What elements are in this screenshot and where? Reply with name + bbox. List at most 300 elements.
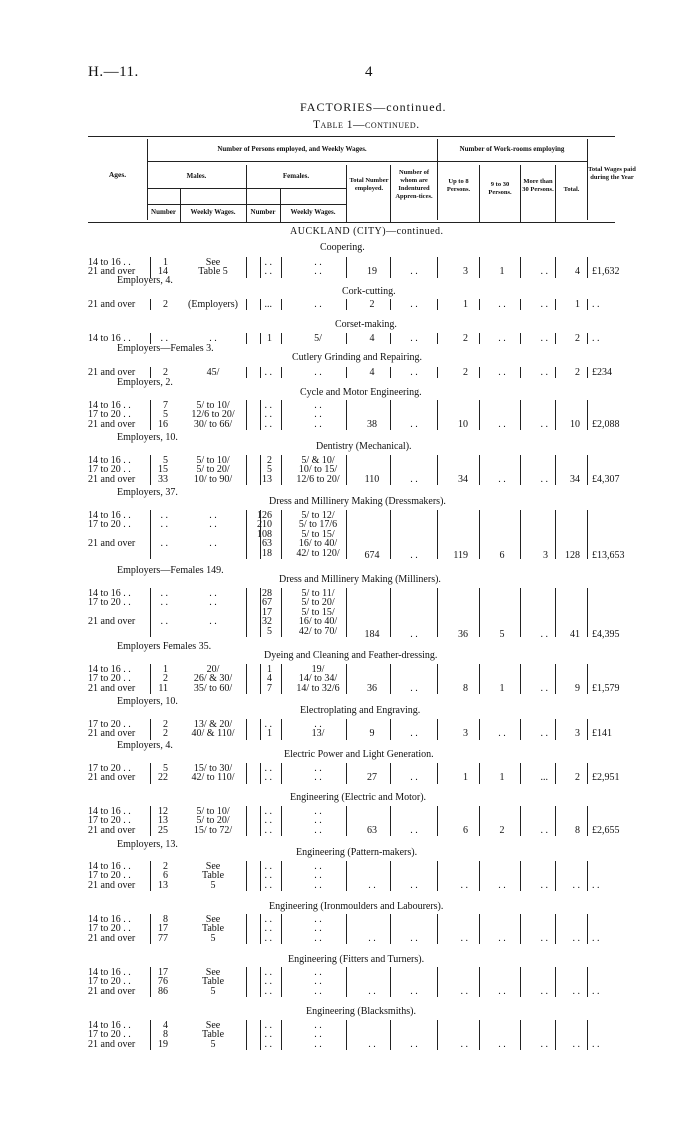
section-title-dress_dm: Dress and Millinery Making (Dressmakers). [269, 496, 446, 507]
row-female-number: 5 [267, 464, 272, 476]
col-sep-female-number [280, 188, 281, 222]
row-female-number: 67 [262, 597, 272, 609]
row-more-than-30: . . [540, 1038, 548, 1050]
row-rule [479, 914, 480, 944]
row-more-than-30: ... [540, 772, 548, 784]
row-rule [281, 914, 282, 944]
row-up-to-8: 1 [463, 299, 468, 310]
row-age: 21 and over [88, 266, 136, 278]
row-female-wages: 16/ to 40/ [298, 538, 338, 550]
row-more-than-30: . . [540, 728, 548, 740]
row-female-wages: 42/ to 70/ [298, 625, 338, 637]
employers-note-dyeing: Employers, 10. [117, 696, 178, 707]
row-total-employed: 110 [364, 473, 380, 485]
section-title-eng_fitters: Engineering (Fitters and Turners). [288, 954, 425, 965]
row-total-wages: . . [592, 985, 600, 997]
row-female-wages: . . [314, 266, 322, 278]
row-male-number: 13 [158, 879, 168, 891]
row-female-number: 17 [262, 606, 272, 618]
row-total-wages: . . [592, 333, 600, 344]
row-male-number: 2 [163, 861, 168, 872]
row-female-number: 1 [267, 333, 272, 344]
row-rule [587, 806, 588, 836]
row-female-wages: 12/6 to 20/ [296, 473, 340, 485]
row-male-number: 17 [158, 967, 168, 978]
row-up-to-8: . . [460, 985, 468, 997]
row-female-number: . . [264, 418, 272, 430]
row-male-wages: 30/ to 66/ [193, 418, 233, 430]
row-male-wages: Table [201, 923, 225, 935]
row-male-wages: 45/ [206, 367, 220, 378]
row-female-number: . . [264, 1020, 272, 1031]
row-age: 14 to 16 . . [88, 257, 131, 268]
section-title-eng_electric: Engineering (Electric and Motor). [290, 792, 427, 803]
row-male-wages: See [205, 914, 221, 925]
row-male-number: 16 [158, 418, 168, 430]
row-female-number: 32 [262, 616, 272, 628]
employers-note-eng_electric: Employers, 13. [117, 839, 178, 850]
section-title-cutlery: Cutlery Grinding and Repairing. [292, 352, 422, 363]
row-rule [587, 861, 588, 891]
row-total-employed: 63 [367, 824, 377, 836]
row-total-wages: . . [592, 879, 600, 891]
row-total-wages: £2,655 [592, 824, 620, 836]
row-up-to-8: 2 [463, 333, 468, 344]
row-age: 17 to 20 . . [88, 870, 131, 882]
group-indentured: . . [410, 629, 418, 640]
row-male-number: 2 [163, 719, 168, 730]
row-total-employed: . . [368, 879, 376, 891]
row-total-wages: £2,951 [592, 772, 620, 784]
row-female-number: . . [264, 976, 272, 988]
row-female-number: 1 [267, 728, 272, 740]
row-female-wages: . . [314, 879, 322, 891]
row-indentured: . . [410, 266, 418, 278]
row-male-number: 2 [163, 673, 168, 685]
row-total-wages: £2,088 [592, 418, 620, 430]
row-up-to-8: 2 [463, 367, 468, 378]
row-male-number: 1 [163, 257, 168, 268]
row-age: 21 and over [88, 682, 136, 694]
row-female-wages: 14/ to 32/6 [296, 682, 340, 694]
header-female-number: Number [250, 208, 276, 216]
section-title-dyeing: Dyeing and Cleaning and Feather-dressing. [264, 650, 438, 661]
header-up-to-8: Up to 8 Persons. [446, 178, 471, 193]
row-age: 17 to 20 . . [88, 597, 131, 609]
employers-note-cutlery: Employers, 2. [117, 377, 173, 388]
row-age: 17 to 20 . . [88, 519, 131, 531]
row-female-number: 7 [267, 682, 272, 694]
row-female-number: 2 [267, 455, 272, 466]
row-female-number: ... [264, 299, 272, 310]
row-age: 17 to 20 . . [88, 719, 131, 730]
row-rule [587, 664, 588, 694]
row-rule [587, 455, 588, 485]
row-female-wages: . . [314, 1020, 322, 1031]
section-title-coopering: Coopering. [320, 242, 365, 253]
row-female-number: . . [264, 719, 272, 730]
row-9-to-30: 1 [499, 772, 505, 784]
row-male-wages: 10/ to 90/ [193, 473, 233, 485]
row-rule [587, 333, 588, 344]
row-rule [479, 861, 480, 891]
row-female-wages: . . [314, 772, 322, 784]
section-title-cycle: Cycle and Motor Engineering. [300, 387, 422, 398]
row-female-number: . . [264, 861, 272, 872]
row-total-employed: 36 [367, 682, 377, 694]
row-indentured: . . [410, 682, 418, 694]
row-indentured: . . [410, 824, 418, 836]
row-age: 14 to 16 . . [88, 333, 131, 344]
row-male-number: 6 [163, 870, 168, 882]
row-male-number: 25 [158, 824, 168, 836]
row-total-wages: £1,632 [592, 266, 620, 278]
row-indentured: . . [410, 299, 418, 310]
row-total-employed: 19 [367, 266, 377, 278]
section-title-electroplating: Electroplating and Engraving. [300, 705, 421, 716]
row-male-wages: . . [209, 588, 217, 599]
row-male-wages: Table [201, 870, 225, 882]
header-workrooms-total: Total. [563, 186, 580, 193]
table-subtitle: Table 1—continued. [313, 119, 420, 131]
row-female-wages: . . [314, 923, 322, 935]
row-age: 17 to 20 . . [88, 673, 131, 685]
row-male-wages: . . [209, 538, 217, 550]
row-female-wages: . . [314, 299, 322, 310]
row-female-number: 1 [267, 664, 272, 675]
header-persons-group: Number of Persons employed, and Weekly Wages. [217, 145, 367, 153]
row-male-number: 2 [163, 728, 168, 740]
row-rule [479, 367, 480, 378]
header-males: Males. [186, 172, 207, 180]
row-age: 21 and over [88, 824, 136, 836]
row-rule [479, 455, 480, 485]
row-female-wages: . . [314, 976, 322, 988]
row-rule [479, 967, 480, 997]
row-indentured: . . [410, 728, 418, 740]
row-9-to-30: . . [498, 473, 506, 485]
row-9-to-30: . . [498, 299, 506, 310]
document-title [300, 100, 447, 115]
group-workrooms-total: 41 [570, 629, 580, 640]
row-female-number: . . [264, 1029, 272, 1041]
row-workrooms-total: . . [572, 879, 580, 891]
row-male-number: 14 [158, 266, 168, 278]
row-rule [587, 967, 588, 997]
row-total-wages: £234 [592, 367, 612, 378]
row-rule [281, 367, 282, 378]
header-male-wages: Weekly Wages. [190, 208, 236, 216]
row-female-wages: . . [314, 824, 322, 836]
row-total-wages: . . [592, 932, 600, 944]
row-total-employed: 4 [369, 367, 375, 378]
row-female-wages: 5/ & 10/ [301, 455, 335, 466]
row-male-number: 13 [158, 815, 168, 827]
row-rule [587, 719, 588, 740]
row-male-number: 8 [163, 914, 168, 925]
row-age: 21 and over [88, 299, 136, 310]
header-male-number: Number [151, 208, 176, 216]
row-male-wages: 15/ to 72/ [193, 824, 233, 836]
group-9-to-30: 6 [499, 550, 505, 561]
row-male-wages: 5/ to 20/ [196, 815, 230, 827]
row-age: 17 to 20 . . [88, 815, 131, 827]
row-female-number: . . [264, 367, 272, 378]
row-male-wages: 5 [210, 879, 216, 891]
row-female-number: . . [264, 932, 272, 944]
row-up-to-8: 3 [463, 266, 468, 278]
row-total-wages: . . [592, 1038, 600, 1050]
row-more-than-30: . . [540, 473, 548, 485]
row-9-to-30: . . [498, 879, 506, 891]
row-workrooms-total: . . [572, 985, 580, 997]
row-female-wages: 14/ to 34/ [298, 673, 338, 685]
row-female-wages: 19/ [311, 664, 325, 675]
row-up-to-8: . . [460, 1038, 468, 1050]
row-female-wages: . . [314, 367, 322, 378]
row-rule [281, 333, 282, 344]
row-male-number: . . [160, 538, 168, 550]
row-female-wages: . . [314, 418, 322, 430]
row-more-than-30: . . [540, 682, 548, 694]
row-male-number: 15 [158, 464, 168, 476]
row-rule [479, 510, 480, 559]
row-male-number: . . [160, 597, 168, 609]
row-age: 17 to 20 . . [88, 923, 131, 935]
row-more-than-30: . . [540, 932, 548, 944]
group-up-to-8: 36 [458, 629, 468, 640]
row-workrooms-total: 2 [575, 772, 580, 784]
row-male-number: 77 [158, 932, 168, 944]
row-male-number: 5 [163, 455, 168, 466]
row-male-wages: . . [209, 616, 217, 628]
row-rule [587, 588, 588, 637]
row-female-number: . . [264, 914, 272, 925]
row-male-number: 11 [158, 682, 168, 694]
row-up-to-8: 34 [458, 473, 468, 485]
row-male-wages: 40/ & 110/ [191, 728, 235, 740]
row-age: 21 and over [88, 728, 136, 740]
sex-rule [147, 188, 347, 189]
row-age: 21 and over [88, 473, 136, 485]
row-male-wages: 35/ to 60/ [193, 682, 233, 694]
row-male-wages: 5 [210, 932, 216, 944]
row-age: 21 and over [88, 367, 136, 378]
employers-note-dress_dm: Employers—Females 149. [117, 565, 224, 576]
row-male-number: . . [160, 333, 168, 344]
group-total-employed: 674 [364, 550, 380, 561]
row-rule [479, 719, 480, 740]
row-female-wages: 5/ to 20/ [301, 597, 335, 609]
section-title-cork: Cork-cutting. [342, 286, 396, 297]
row-male-wages: . . [209, 597, 217, 609]
row-female-number: . . [264, 985, 272, 997]
row-female-number: 210 [257, 519, 272, 531]
header-workrooms-group: Number of Work-rooms employing [459, 145, 565, 153]
persons-group-rule [147, 161, 437, 162]
row-age: 14 to 16 . . [88, 400, 131, 411]
row-male-wages: See [205, 967, 221, 978]
row-rule [479, 257, 480, 278]
row-9-to-30: . . [498, 985, 506, 997]
row-male-number: 76 [158, 976, 168, 988]
page-header-code: H.—11. [88, 64, 139, 80]
row-9-to-30: . . [498, 728, 506, 740]
row-female-number: . . [264, 923, 272, 935]
row-age: 17 to 20 . . [88, 1029, 131, 1041]
row-female-wages: . . [314, 719, 322, 730]
group-up-to-8: 119 [453, 550, 468, 561]
row-male-wages: Table [201, 1029, 225, 1041]
row-female-number: 28 [262, 588, 272, 599]
row-male-number: 4 [163, 1020, 168, 1031]
row-more-than-30: . . [540, 299, 548, 310]
row-up-to-8: 10 [458, 418, 468, 430]
row-age: 14 to 16 . . [88, 1020, 131, 1031]
row-age: 14 to 16 . . [88, 664, 131, 675]
row-rule [281, 719, 282, 740]
section-title-electric_power: Electric Power and Light Generation. [284, 749, 434, 760]
row-age: 17 to 20 . . [88, 409, 131, 421]
row-male-number: 8 [163, 1029, 168, 1041]
row-workrooms-total: 3 [575, 728, 580, 740]
employers-note-corset: Employers—Females 3. [117, 343, 214, 354]
row-male-number: 1 [163, 664, 168, 675]
row-female-wages: 5/ to 15/ [301, 606, 335, 618]
row-female-wages: 13/ [311, 728, 325, 740]
row-more-than-30: . . [540, 985, 548, 997]
group-more-than-30: . . [540, 629, 548, 640]
row-9-to-30: . . [498, 1038, 506, 1050]
row-female-wages: 5/ to 12/ [301, 510, 335, 521]
row-rule [587, 257, 588, 278]
row-indentured: . . [410, 879, 418, 891]
row-indentured: . . [410, 418, 418, 430]
row-male-wages: 5/ to 10/ [196, 806, 230, 817]
workrooms-group-rule [437, 161, 587, 162]
row-female-number: 18 [262, 547, 272, 559]
row-indentured: . . [410, 985, 418, 997]
document-title-text: FACTORIES—continued. [300, 100, 447, 114]
row-female-wages: 16/ to 40/ [298, 616, 338, 628]
row-rule [479, 299, 480, 310]
row-up-to-8: 6 [463, 824, 468, 836]
row-workrooms-total: . . [572, 932, 580, 944]
col-sep-male-number [180, 188, 181, 222]
row-age: 21 and over [88, 1038, 136, 1050]
row-male-wages: . . [209, 333, 217, 344]
row-rule [281, 400, 282, 430]
row-male-wages: Table 5 [198, 266, 228, 278]
row-rule [479, 806, 480, 836]
row-total-employed: 9 [369, 728, 375, 740]
row-female-number: 108 [257, 528, 272, 540]
row-total-employed: 2 [369, 299, 375, 310]
row-workrooms-total: 4 [575, 266, 580, 278]
row-male-number: 2 [163, 299, 168, 310]
row-workrooms-total: 9 [575, 682, 580, 694]
row-age: 14 to 16 . . [88, 455, 131, 466]
row-female-number: . . [264, 1038, 272, 1050]
row-male-wages: (Employers) [188, 299, 238, 310]
section-title-eng_black: Engineering (Blacksmiths). [306, 1006, 416, 1017]
row-female-wages: . . [314, 409, 322, 421]
row-male-number: 5 [163, 763, 168, 774]
header-ages: Ages. [108, 170, 127, 179]
row-female-wages: . . [314, 1029, 322, 1041]
row-female-wages: . . [314, 914, 322, 925]
row-total-employed: . . [368, 985, 376, 997]
row-age: 21 and over [88, 418, 136, 430]
row-female-wages: . . [314, 985, 322, 997]
row-female-wages: . . [314, 870, 322, 882]
row-age: 21 and over [88, 932, 136, 944]
row-rule [281, 1020, 282, 1050]
row-female-wages: 42/ to 120/ [296, 547, 340, 559]
group-more-than-30: 3 [543, 550, 548, 561]
row-female-number: . . [264, 257, 272, 268]
row-male-wages: See [205, 1020, 221, 1031]
employers-note-electroplating: Employers, 4. [117, 740, 173, 751]
row-age: 14 to 16 . . [88, 914, 131, 925]
row-age: 14 to 16 . . [88, 967, 131, 978]
row-rule [281, 967, 282, 997]
row-female-wages: . . [314, 815, 322, 827]
row-age: 17 to 20 . . [88, 464, 131, 476]
row-rule [587, 914, 588, 944]
employers-note-cycle: Employers, 10. [117, 432, 178, 443]
row-indentured: . . [410, 473, 418, 485]
row-indentured: . . [410, 772, 418, 784]
header-top-rule [88, 136, 615, 137]
row-rule [281, 806, 282, 836]
row-rule [479, 664, 480, 694]
row-female-wages: 10/ to 15/ [298, 464, 338, 476]
page-number: 4 [365, 64, 373, 80]
row-male-number: 2 [163, 367, 168, 378]
header-bottom-rule [88, 222, 615, 223]
employers-note-coopering: Employers, 4. [117, 275, 173, 286]
header-total-wages: Total Wages paid during the Year [588, 166, 636, 181]
row-more-than-30: . . [540, 418, 548, 430]
row-female-wages: . . [314, 400, 322, 411]
col-subhead-rule [147, 204, 347, 205]
row-total-wages: £4,307 [592, 473, 620, 485]
row-rule [281, 455, 282, 485]
header-indentured: Number of whom are Indentured Appren-tices. [395, 169, 433, 200]
row-female-wages: . . [314, 806, 322, 817]
row-more-than-30: . . [540, 879, 548, 891]
row-female-number: . . [264, 772, 272, 784]
row-male-wages: 12/6 to 20/ [191, 409, 235, 421]
row-female-wages: 5/ to 15/ [301, 528, 335, 540]
row-age: 14 to 16 . . [88, 510, 131, 521]
row-up-to-8: 8 [463, 682, 468, 694]
row-male-number: . . [160, 510, 168, 521]
row-male-number: 7 [163, 400, 168, 411]
row-female-number: . . [264, 879, 272, 891]
row-male-number: 22 [158, 772, 168, 784]
row-female-wages: . . [314, 932, 322, 944]
row-male-wages: 42/ to 110/ [191, 772, 235, 784]
row-rule [479, 400, 480, 430]
row-male-number: 86 [158, 985, 168, 997]
row-rule [479, 763, 480, 784]
row-female-number: . . [264, 815, 272, 827]
row-workrooms-total: 1 [575, 299, 580, 310]
row-rule [587, 763, 588, 784]
row-up-to-8: . . [460, 932, 468, 944]
